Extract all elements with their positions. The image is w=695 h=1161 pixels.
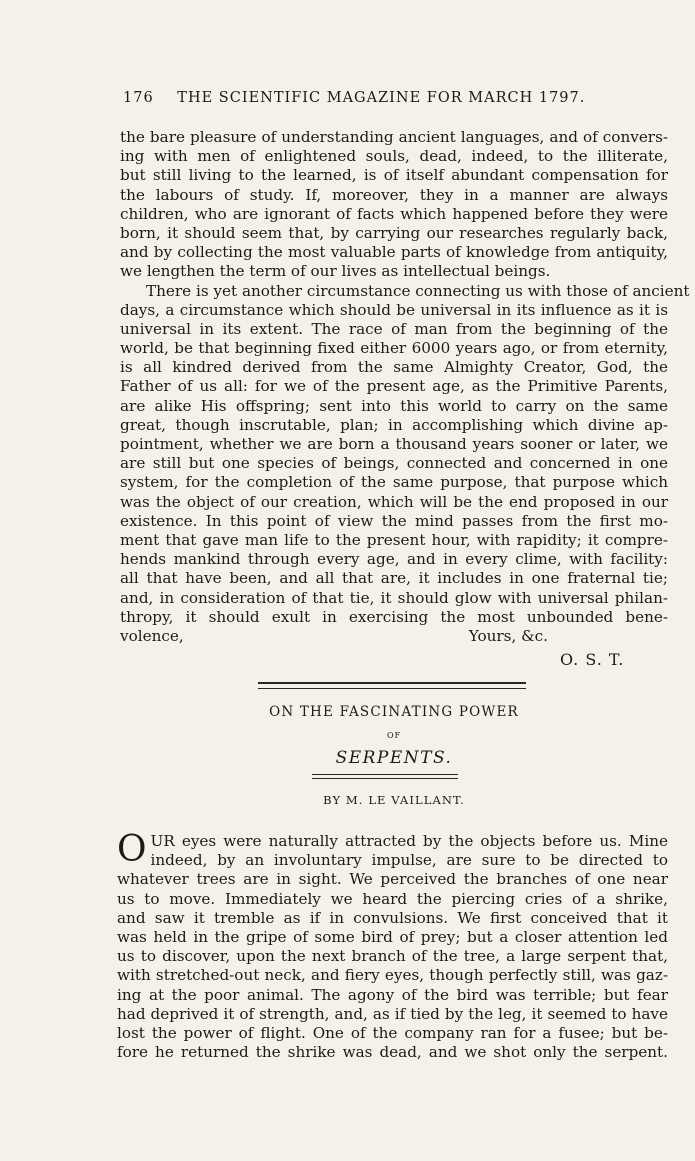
text-line: is all kindred derived from the same Almighty Creator, God, the: [120, 358, 668, 377]
text-line: indeed, by an involuntary impulse, are sure to be directed to: [150, 851, 668, 870]
text-line: us to discover, upon the next branch of the tree, a large serpent that,: [117, 947, 668, 966]
text-line: lost the power of flight. One of the company ran for a fusee; but be-: [117, 1023, 668, 1042]
text-line: world, be that beginning fixed either 6000 years ago, or from eternity,: [120, 339, 668, 358]
text-line: all that have been, and all that are, it includes in one fraternal tie;: [120, 569, 668, 588]
text-line: and by collecting the most valuable parts of knowledge from antiquity,: [120, 243, 668, 262]
text-line: born, it should seem that, by carrying our researches regularly back,: [120, 223, 668, 242]
text-line: days, a circumstance which should be universal in its influence as it is: [120, 300, 668, 319]
text-line: UR eyes were naturally attracted by the objects before us. Mine: [150, 832, 668, 850]
text-line: whatever trees are in sight. We perceived the branches of one near: [117, 870, 668, 889]
article-subtitle: SERPENTS.: [335, 748, 453, 768]
text-line: us to move. Immediately we heard the piercing cries of a shrike,: [117, 889, 668, 908]
text-line: hends mankind through every age, and in every clime, with facility:: [120, 550, 668, 569]
text-line: and, in consideration of that tie, it should glow with universal philan-: [120, 588, 668, 607]
text-line: had deprived it of strength, and, as if tied by the leg, it seemed to have: [117, 1004, 668, 1023]
article-text: [117, 829, 668, 1062]
drop-cap: O: [117, 829, 147, 870]
text-line: There is yet another circumstance connecting us with those of ancient: [146, 281, 690, 300]
text-line: the bare pleasure of understanding ancient languages, and of convers-: [120, 128, 668, 146]
article-title: ON THE FASCINATING POWER: [269, 704, 519, 720]
ornamental-rule: [258, 682, 526, 689]
text-line: system, for the completion of the same purpose, that purpose which: [120, 473, 668, 492]
text-line: great, though inscrutable, plan; in accomplishing which divine ap-: [120, 415, 668, 434]
text-line: ing with men of enlightened souls, dead, indeed, to the illiterate,: [120, 147, 668, 166]
article-title-of: OF: [386, 731, 402, 740]
title-rule: [312, 774, 458, 779]
text-line: fore he returned the shrike was dead, and we shot only the serpent.: [117, 1043, 668, 1062]
running-header: [123, 90, 643, 106]
text-line: children, who are ignorant of facts which happened before they were: [120, 204, 668, 223]
text-line: universal in its extent. The race of man from the beginning of the: [120, 319, 668, 338]
text-line: was the object of our creation, which will be the end proposed in our: [120, 492, 668, 511]
text-line: are still but one species of beings, connected and concerned in one: [120, 454, 668, 473]
text-line: existence. In this point of view the mind passes from the first mo-: [120, 511, 668, 530]
text-line: pointment, whether we are born a thousand years sooner or later, we: [120, 435, 668, 453]
text-line: with stretched-out neck, and fiery eyes, though perfectly still, was gaz-: [117, 966, 668, 985]
text-line: are alike His offspring; sent into this world to carry on the same: [120, 396, 668, 415]
valediction: Yours, &c.: [468, 626, 548, 645]
text-line: we lengthen the term of our lives as intellectual beings.: [120, 262, 551, 281]
text-line: but still living to the learned, is of itself abundant compensation for: [120, 166, 668, 185]
text-line: was held in the gripe of some bird of prey; but a closer attention led: [117, 927, 668, 946]
closing-word: volence,: [120, 626, 184, 645]
closing-line: [120, 627, 668, 646]
text-line: and saw it tremble as if in convulsions. We first conceived that it: [117, 908, 668, 927]
article-byline: BY M. LE VAILLANT.: [323, 793, 465, 807]
letter-text: [120, 128, 690, 646]
text-line: the labours of study. If, moreover, they in a manner are always: [120, 185, 668, 204]
signature: O. S. T.: [560, 650, 625, 669]
text-line: ing at the poor animal. The agony of the bird was terrible; but fear: [117, 985, 668, 1004]
text-line: Father of us all: for we of the present age, as the Primitive Parents,: [120, 377, 668, 396]
page-number: 176: [123, 90, 154, 106]
text-line: ment that gave man life to the present hour, with rapidity; it compre-: [120, 530, 668, 549]
text-line: thropy, it should exult in exercising the most unbounded bene-: [120, 607, 668, 626]
running-title: THE SCIENTIFIC MAGAZINE FOR MARCH 1797.: [177, 90, 586, 106]
